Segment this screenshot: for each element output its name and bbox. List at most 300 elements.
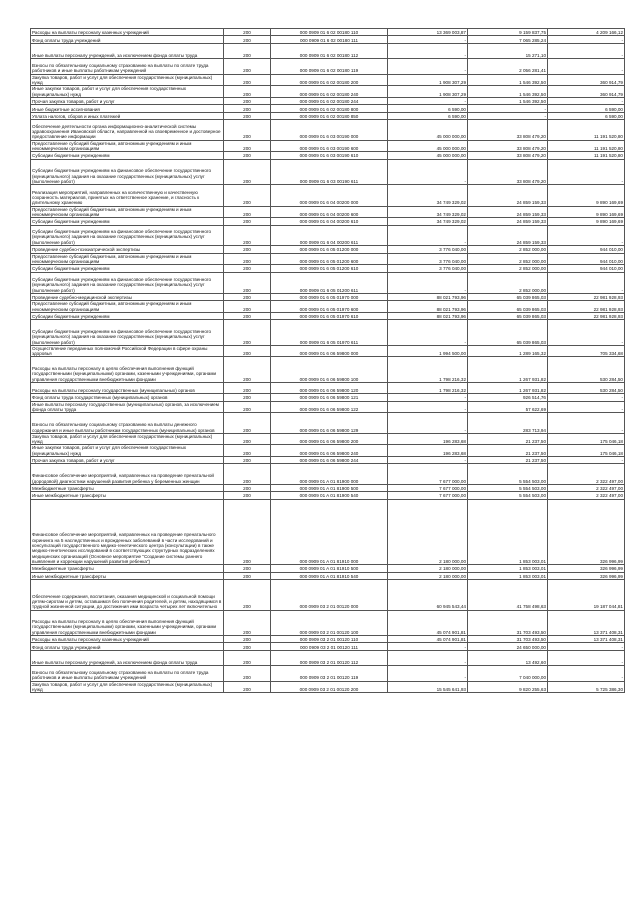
- row-approved-cell: 88 021 793,96: [388, 301, 468, 313]
- row-approved-cell: 88 021 793,96: [388, 293, 468, 300]
- row-approved-cell: 1 908 307,29: [388, 86, 468, 98]
- row-classification-code-cell: 000 0909 01 6 06 59800 121: [271, 394, 388, 401]
- row-executed-cell: 41 758 498,63: [468, 580, 548, 610]
- row-classification-code-cell: 000 0909 01 A 01 81900 000: [271, 464, 388, 484]
- row-executed-cell: 1 546 392,50: [468, 97, 548, 104]
- row-unexecuted-cell: 9 890 169,69: [548, 218, 625, 225]
- table-row: [31, 301, 625, 313]
- budget-report-sheet: [30, 28, 623, 693]
- row-unexecuted-cell: 530 284,50: [548, 357, 625, 382]
- table-row: [31, 345, 625, 357]
- table-row: [31, 382, 625, 393]
- row-name-cell: Проведение судебно-медицинской экспертизы: [31, 293, 224, 300]
- budget-execution-table: [30, 28, 625, 693]
- row-name-cell: Закупка товаров, работ и услуг для обеспечения государственных (муниципальных) нужд: [31, 74, 224, 86]
- row-classification-code-cell: 000 0909 01 A 01 81910 540: [271, 572, 388, 579]
- row-name-cell: Субсидии бюджетным учреждениям: [31, 218, 224, 225]
- table-row: [31, 97, 625, 104]
- table-row: [31, 413, 625, 433]
- row-name-cell: Расходы на выплаты персоналу казенных учреждений: [31, 29, 224, 36]
- row-unexecuted-cell: -: [548, 97, 625, 104]
- row-approved-cell: -: [388, 97, 468, 104]
- row-classification-code-cell: 000 0909 01 6 04 00200 611: [271, 225, 388, 245]
- row-code-cell: 200: [224, 253, 271, 265]
- row-classification-code-cell: 000 0909 01 6 05 01970 000: [271, 293, 388, 300]
- row-name-cell: Расходы на выплаты персоналу казенных учреждений: [31, 635, 224, 642]
- row-classification-code-cell: 000 0909 01 6 02 00180 200: [271, 74, 388, 86]
- row-executed-cell: 7 065 285,24: [468, 36, 548, 43]
- row-classification-code-cell: 000 0909 01 6 03 00190 611: [271, 159, 388, 184]
- row-approved-cell: 1 798 216,32: [388, 382, 468, 393]
- row-unexecuted-cell: -: [548, 272, 625, 293]
- row-name-cell: Осуществление переданных полномочий Российской Федерации в сфере охраны здоровья: [31, 345, 224, 357]
- row-code-cell: 200: [224, 105, 271, 112]
- row-classification-code-cell: 000 0909 01 6 02 00180 244: [271, 97, 388, 104]
- row-code-cell: 200: [224, 225, 271, 245]
- row-approved-cell: -: [388, 394, 468, 401]
- row-executed-cell: 1 267 931,82: [468, 357, 548, 382]
- row-unexecuted-cell: 175 046,18: [548, 445, 625, 457]
- table-row: [31, 394, 625, 401]
- row-executed-cell: 5 554 503,00: [468, 464, 548, 484]
- table-row: [31, 36, 625, 43]
- row-code-cell: 200: [224, 265, 271, 272]
- row-unexecuted-cell: 944 010,00: [548, 246, 625, 253]
- row-approved-cell: 2 180 000,00: [388, 565, 468, 572]
- table-row: [31, 140, 625, 152]
- row-unexecuted-cell: 9 890 169,69: [548, 206, 625, 218]
- row-unexecuted-cell: -: [548, 666, 625, 681]
- row-approved-cell: -: [388, 59, 468, 74]
- row-unexecuted-cell: 13 371 408,31: [548, 635, 625, 642]
- row-unexecuted-cell: -: [548, 457, 625, 464]
- table-row: [31, 681, 625, 693]
- row-executed-cell: 1 289 165,32: [468, 345, 548, 357]
- row-executed-cell: 2 852 000,00: [468, 265, 548, 272]
- row-approved-cell: -: [388, 457, 468, 464]
- row-unexecuted-cell: 22 981 928,93: [548, 313, 625, 320]
- row-unexecuted-cell: 11 191 520,80: [548, 152, 625, 159]
- table-row: [31, 666, 625, 681]
- table-body: [31, 29, 625, 693]
- row-unexecuted-cell: 6 590,00: [548, 105, 625, 112]
- row-classification-code-cell: 000 0909 01 6 05 01200 600: [271, 253, 388, 265]
- row-classification-code-cell: 000 0909 01 6 03 00190 000: [271, 120, 388, 140]
- row-classification-code-cell: 000 0909 01 6 02 00180 240: [271, 86, 388, 98]
- row-name-cell: Взносы по обязательному социальному страхованию на выплаты по оплате труда работников и иные выплаты работникам учреждений: [31, 666, 224, 681]
- row-classification-code-cell: 000 0909 01 6 05 01970 600: [271, 301, 388, 313]
- row-approved-cell: -: [388, 159, 468, 184]
- row-code-cell: 200: [224, 97, 271, 104]
- row-code-cell: 200: [224, 246, 271, 253]
- row-classification-code-cell: 000 0909 01 6 06 59800 122: [271, 401, 388, 413]
- row-approved-cell: -: [388, 272, 468, 293]
- row-executed-cell: 2 852 000,00: [468, 253, 548, 265]
- row-executed-cell: 24 859 159,33: [468, 225, 548, 245]
- row-executed-cell: 1 546 392,50: [468, 86, 548, 98]
- row-approved-cell: 1 798 216,32: [388, 357, 468, 382]
- row-executed-cell: -: [468, 112, 548, 119]
- row-executed-cell: 2 056 281,41: [468, 59, 548, 74]
- row-executed-cell: 33 808 479,20: [468, 140, 548, 152]
- row-classification-code-cell: 000 0909 01 6 05 01970 610: [271, 313, 388, 320]
- row-classification-code-cell: 000 0909 01 6 06 59800 100: [271, 357, 388, 382]
- row-classification-code-cell: 000 0909 01 6 06 59800 000: [271, 345, 388, 357]
- row-code-cell: 200: [224, 86, 271, 98]
- row-name-cell: Межбюджетные трансферты: [31, 565, 224, 572]
- row-unexecuted-cell: -: [548, 36, 625, 43]
- row-code-cell: 200: [224, 484, 271, 491]
- row-unexecuted-cell: 2 322 497,00: [548, 484, 625, 491]
- row-name-cell: Закупка товаров, работ и услуг для обеспечения государственных (муниципальных) нужд: [31, 681, 224, 693]
- row-executed-cell: 21 237,50: [468, 445, 548, 457]
- row-name-cell: Иные межбюджетные трансферты: [31, 572, 224, 579]
- row-approved-cell: 45 000 000,00: [388, 120, 468, 140]
- row-executed-cell: 9 159 837,75: [468, 29, 548, 36]
- row-executed-cell: 9 820 255,63: [468, 681, 548, 693]
- row-unexecuted-cell: 13 371 408,31: [548, 610, 625, 635]
- row-code-cell: 200: [224, 357, 271, 382]
- row-executed-cell: 65 039 865,03: [468, 320, 548, 345]
- table-row: [31, 86, 625, 98]
- row-executed-cell: 1 853 003,01: [468, 572, 548, 579]
- row-code-cell: 200: [224, 74, 271, 86]
- row-name-cell: Проведение судебно-психиатрической экспертизы: [31, 246, 224, 253]
- row-unexecuted-cell: 705 334,68: [548, 345, 625, 357]
- row-approved-cell: 60 945 543,44: [388, 580, 468, 610]
- row-name-cell: Обеспечение деятельности органа информационно-аналитической системы здравоохранения Ивановской области, направленной на своевременное и достоверное предоставление информации: [31, 120, 224, 140]
- row-code-cell: 200: [224, 666, 271, 681]
- row-code-cell: 200: [224, 457, 271, 464]
- table-row: [31, 152, 625, 159]
- row-name-cell: Реализация мероприятий, направленных на количественную и качественную сохранность материалов, принятых на ответственное хранение, и гласность к длительному хранению: [31, 185, 224, 206]
- table-row: [31, 246, 625, 253]
- row-code-cell: 200: [224, 610, 271, 635]
- row-approved-cell: 7 677 000,00: [388, 484, 468, 491]
- row-approved-cell: 6 590,00: [388, 105, 468, 112]
- table-row: [31, 265, 625, 272]
- row-code-cell: 200: [224, 635, 271, 642]
- row-name-cell: Предоставление субсидий бюджетным, автономным учреждениям и иным некоммерческим организациям: [31, 253, 224, 265]
- row-unexecuted-cell: -: [548, 643, 625, 650]
- row-approved-cell: 45 074 901,81: [388, 610, 468, 635]
- row-approved-cell: -: [388, 650, 468, 665]
- row-approved-cell: -: [388, 413, 468, 433]
- table-row: [31, 206, 625, 218]
- row-approved-cell: 1 908 307,29: [388, 74, 468, 86]
- row-name-cell: Финансовое обеспечение мероприятий, направленных на проведение пренатальной (дородовой) диагностики нарушений развития ребенка у беременных женщин: [31, 464, 224, 484]
- table-row: [31, 643, 625, 650]
- row-name-cell: Предоставление субсидий бюджетным, автономным учреждениям и иным некоммерческим организациям: [31, 206, 224, 218]
- row-executed-cell: 57 622,69: [468, 401, 548, 413]
- row-code-cell: 200: [224, 36, 271, 43]
- row-unexecuted-cell: 19 187 044,81: [548, 580, 625, 610]
- row-approved-cell: -: [388, 643, 468, 650]
- row-executed-cell: 7 040 000,00: [468, 666, 548, 681]
- row-classification-code-cell: 000 0909 03 2 01 00120 112: [271, 650, 388, 665]
- row-unexecuted-cell: -: [548, 225, 625, 245]
- row-code-cell: 200: [224, 681, 271, 693]
- row-executed-cell: 2 852 000,00: [468, 272, 548, 293]
- row-classification-code-cell: 000 0909 01 6 06 59800 244: [271, 457, 388, 464]
- row-approved-cell: -: [388, 320, 468, 345]
- row-unexecuted-cell: 360 914,79: [548, 74, 625, 86]
- table-row: [31, 313, 625, 320]
- row-executed-cell: 21 237,50: [468, 433, 548, 445]
- row-approved-cell: -: [388, 401, 468, 413]
- row-classification-code-cell: 000 0909 01 6 04 00200 000: [271, 185, 388, 206]
- table-row: [31, 457, 625, 464]
- table-row: [31, 43, 625, 58]
- row-code-cell: 200: [224, 572, 271, 579]
- table-row: [31, 401, 625, 413]
- row-name-cell: Взносы по обязательному социальному страхованию на выплаты по оплате труда работников и иные выплаты работникам учреждений: [31, 59, 224, 74]
- row-unexecuted-cell: -: [548, 413, 625, 433]
- row-executed-cell: 24 859 159,33: [468, 218, 548, 225]
- row-classification-code-cell: 000 0909 01 6 05 01970 611: [271, 320, 388, 345]
- row-executed-cell: 24 859 159,33: [468, 185, 548, 206]
- row-approved-cell: 3 776 040,00: [388, 265, 468, 272]
- table-row: [31, 580, 625, 610]
- row-name-cell: Субсидии бюджетным учреждениям на финансовое обеспечение государственного (муниципального) задания на оказание государственных (муниципальных) услуг (выполнение работ): [31, 272, 224, 293]
- row-classification-code-cell: 000 0909 01 6 04 00200 610: [271, 218, 388, 225]
- row-unexecuted-cell: 326 996,99: [548, 565, 625, 572]
- row-name-cell: Субсидии бюджетным учреждениям на финансовое обеспечение государственного (муниципального) задания на оказание государственных (муниципальных) услуг (выполнение работ): [31, 320, 224, 345]
- row-classification-code-cell: 000 0909 01 6 02 00180 119: [271, 59, 388, 74]
- row-name-cell: Расходы на выплаты персоналу государственных (муниципальных) органов: [31, 382, 224, 393]
- table-row: [31, 320, 625, 345]
- row-unexecuted-cell: 360 914,79: [548, 86, 625, 98]
- row-classification-code-cell: 000 0909 01 6 06 59800 200: [271, 433, 388, 445]
- row-approved-cell: 45 000 000,00: [388, 152, 468, 159]
- row-unexecuted-cell: 2 322 497,00: [548, 464, 625, 484]
- row-unexecuted-cell: 6 590,00: [548, 112, 625, 119]
- row-name-cell: Иные выплаты персоналу учреждений, за исключением фонда оплаты труда: [31, 43, 224, 58]
- row-code-cell: 200: [224, 59, 271, 74]
- row-approved-cell: 88 021 793,96: [388, 313, 468, 320]
- row-name-cell: Расходы на выплаты персоналу в целях обеспечения выполнения функций государственными (муниципальными) органами, казенными учреждениями, органами управления государственными внебюджетными фондами: [31, 357, 224, 382]
- row-approved-cell: -: [388, 36, 468, 43]
- table-row: [31, 499, 625, 564]
- row-approved-cell: 6 590,00: [388, 112, 468, 119]
- row-approved-cell: -: [388, 43, 468, 58]
- row-approved-cell: 13 369 003,87: [388, 29, 468, 36]
- row-unexecuted-cell: 5 725 386,30: [548, 681, 625, 693]
- row-classification-code-cell: 000 0909 03 2 01 00120 111: [271, 643, 388, 650]
- table-row: [31, 635, 625, 642]
- row-executed-cell: 5 554 503,00: [468, 484, 548, 491]
- row-classification-code-cell: 000 0909 01 A 01 81910 000: [271, 499, 388, 564]
- table-row: [31, 445, 625, 457]
- row-approved-cell: 45 000 000,00: [388, 140, 468, 152]
- row-code-cell: 200: [224, 313, 271, 320]
- row-code-cell: 200: [224, 464, 271, 484]
- row-code-cell: 200: [224, 401, 271, 413]
- row-code-cell: 200: [224, 112, 271, 119]
- table-row: [31, 112, 625, 119]
- row-name-cell: Субсидии бюджетным учреждениям: [31, 152, 224, 159]
- row-executed-cell: 15 271,10: [468, 43, 548, 58]
- row-code-cell: 200: [224, 185, 271, 206]
- row-unexecuted-cell: 944 010,00: [548, 265, 625, 272]
- row-executed-cell: 31 703 493,50: [468, 610, 548, 635]
- row-classification-code-cell: 000 0909 01 6 03 00190 600: [271, 140, 388, 152]
- row-unexecuted-cell: -: [548, 401, 625, 413]
- row-name-cell: Иные бюджетные ассигнования: [31, 105, 224, 112]
- row-unexecuted-cell: -: [548, 59, 625, 74]
- row-unexecuted-cell: 11 191 520,80: [548, 140, 625, 152]
- table-row: [31, 105, 625, 112]
- row-code-cell: 200: [224, 320, 271, 345]
- row-unexecuted-cell: -: [548, 159, 625, 184]
- row-approved-cell: -: [388, 666, 468, 681]
- row-executed-cell: 1 267 931,82: [468, 382, 548, 393]
- row-code-cell: 200: [224, 580, 271, 610]
- row-executed-cell: 31 703 493,50: [468, 635, 548, 642]
- row-code-cell: 200: [224, 492, 271, 499]
- row-name-cell: Прочая закупка товаров, работ и услуг: [31, 97, 224, 104]
- row-name-cell: Иные межбюджетные трансферты: [31, 492, 224, 499]
- row-approved-cell: 2 180 000,00: [388, 499, 468, 564]
- row-code-cell: 200: [224, 218, 271, 225]
- row-name-cell: Уплата налогов, сборов и иных платежей: [31, 112, 224, 119]
- row-classification-code-cell: 000 0909 03 2 01 00120 000: [271, 580, 388, 610]
- row-code-cell: 200: [224, 140, 271, 152]
- row-classification-code-cell: 000 0909 03 2 01 00120 100: [271, 610, 388, 635]
- row-name-cell: Прочая закупка товаров, работ и услуг: [31, 457, 224, 464]
- row-executed-cell: 65 039 865,03: [468, 293, 548, 300]
- table-row: [31, 185, 625, 206]
- row-code-cell: 200: [224, 445, 271, 457]
- row-unexecuted-cell: -: [548, 320, 625, 345]
- row-name-cell: Фонд оплаты труда учреждений: [31, 36, 224, 43]
- row-classification-code-cell: 000 0909 01 A 01 81910 500: [271, 565, 388, 572]
- row-code-cell: 200: [224, 293, 271, 300]
- table-row: [31, 59, 625, 74]
- row-executed-cell: 283 713,94: [468, 413, 548, 433]
- table-row: [31, 253, 625, 265]
- row-code-cell: 200: [224, 206, 271, 218]
- row-unexecuted-cell: 175 046,18: [548, 433, 625, 445]
- row-classification-code-cell: 000 0909 01 A 01 81900 540: [271, 492, 388, 499]
- row-name-cell: Предоставление субсидий бюджетным, автономным учреждениям и иным некоммерческим организациям: [31, 301, 224, 313]
- row-name-cell: Расходы на выплаты персоналу в целях обеспечения выполнения функций государственными (муниципальными) органами, казенными учреждениями, органами управления государственными внебюджетными фондами: [31, 610, 224, 635]
- table-row: [31, 29, 625, 36]
- table-row: [31, 74, 625, 86]
- row-code-cell: 200: [224, 643, 271, 650]
- row-approved-cell: 34 749 329,02: [388, 185, 468, 206]
- table-row: [31, 293, 625, 300]
- table-row: [31, 225, 625, 245]
- row-name-cell: Взносы по обязательному социальному страхованию на выплаты денежного содержания и иные выплаты работникам государственных (муниципальных) органов: [31, 413, 224, 433]
- row-name-cell: Субсидии бюджетным учреждениям на финансовое обеспечение государственного (муниципального) задания на оказание государственных (муниципальных) услуг (выполнение работ): [31, 225, 224, 245]
- row-name-cell: Обеспечение содержания, воспитания, оказания медицинской и социальной помощи детям-сиротам и детям, оставшимся без попечения родителей, и детям, находящимся в трудной жизненной ситуации, до достижения ими возраста четырех лет включительно: [31, 580, 224, 610]
- table-row: [31, 565, 625, 572]
- table-row: [31, 464, 625, 484]
- row-unexecuted-cell: -: [548, 394, 625, 401]
- row-unexecuted-cell: 11 191 520,80: [548, 120, 625, 140]
- row-executed-cell: 1 853 003,01: [468, 565, 548, 572]
- row-code-cell: 200: [224, 394, 271, 401]
- row-classification-code-cell: 000 0909 03 2 01 00120 200: [271, 681, 388, 693]
- row-name-cell: Фонд оплаты труда государственных (муниципальных) органов: [31, 394, 224, 401]
- row-unexecuted-cell: -: [548, 650, 625, 665]
- row-approved-cell: 7 677 000,00: [388, 492, 468, 499]
- row-classification-code-cell: 000 0909 03 2 01 00120 119: [271, 666, 388, 681]
- row-executed-cell: 24 859 159,33: [468, 206, 548, 218]
- row-unexecuted-cell: 530 284,50: [548, 382, 625, 393]
- row-unexecuted-cell: 22 981 928,93: [548, 301, 625, 313]
- row-unexecuted-cell: 944 010,00: [548, 253, 625, 265]
- row-unexecuted-cell: 326 996,99: [548, 499, 625, 564]
- row-classification-code-cell: 000 0909 01 6 06 59800 120: [271, 382, 388, 393]
- row-executed-cell: 65 039 865,03: [468, 313, 548, 320]
- row-executed-cell: 13 492,60: [468, 650, 548, 665]
- row-name-cell: Субсидии бюджетным учреждениям: [31, 313, 224, 320]
- row-name-cell: Закупка товаров, работ и услуг для обеспечения государственных (муниципальных) нужд: [31, 433, 224, 445]
- row-approved-cell: 2 180 000,00: [388, 572, 468, 579]
- row-name-cell: Иные выплаты персоналу государственных (муниципальных) органов, за исключением фонда оплаты труда: [31, 401, 224, 413]
- row-classification-code-cell: 000 0909 01 6 02 00180 110: [271, 29, 388, 36]
- row-code-cell: 200: [224, 29, 271, 36]
- row-approved-cell: 1 994 500,00: [388, 345, 468, 357]
- row-classification-code-cell: 000 0909 01 A 01 81900 500: [271, 484, 388, 491]
- row-classification-code-cell: 000 0909 01 6 04 00200 600: [271, 206, 388, 218]
- row-code-cell: 200: [224, 345, 271, 357]
- row-name-cell: Фонд оплаты труда учреждений: [31, 643, 224, 650]
- row-executed-cell: 1 546 392,50: [468, 74, 548, 86]
- row-code-cell: 200: [224, 152, 271, 159]
- row-approved-cell: 196 283,68: [388, 445, 468, 457]
- row-approved-cell: 34 749 329,02: [388, 206, 468, 218]
- row-code-cell: 200: [224, 272, 271, 293]
- row-executed-cell: 21 237,50: [468, 457, 548, 464]
- row-classification-code-cell: 000 0909 01 6 05 01200 000: [271, 246, 388, 253]
- row-code-cell: 200: [224, 499, 271, 564]
- table-row: [31, 120, 625, 140]
- row-name-cell: Предоставление субсидий бюджетным, автономным учреждениям и иным некоммерческим организациям: [31, 140, 224, 152]
- row-executed-cell: 65 039 865,03: [468, 301, 548, 313]
- row-code-cell: 200: [224, 301, 271, 313]
- row-classification-code-cell: 000 0909 01 6 02 00180 850: [271, 112, 388, 119]
- row-approved-cell: 45 074 901,81: [388, 635, 468, 642]
- row-classification-code-cell: 000 0909 01 6 06 59800 129: [271, 413, 388, 433]
- row-executed-cell: 24 650 000,00: [468, 643, 548, 650]
- table-row: [31, 218, 625, 225]
- row-code-cell: 200: [224, 650, 271, 665]
- row-unexecuted-cell: -: [548, 43, 625, 58]
- table-row: [31, 272, 625, 293]
- row-approved-cell: 15 545 641,93: [388, 681, 468, 693]
- row-executed-cell: 33 808 479,20: [468, 159, 548, 184]
- row-classification-code-cell: 000 0909 01 6 06 59800 240: [271, 445, 388, 457]
- table-row: [31, 159, 625, 184]
- row-approved-cell: 7 677 000,00: [388, 464, 468, 484]
- row-code-cell: 200: [224, 120, 271, 140]
- row-unexecuted-cell: 4 209 166,12: [548, 29, 625, 36]
- table-row: [31, 433, 625, 445]
- row-approved-cell: 196 283,68: [388, 433, 468, 445]
- row-name-cell: Субсидии бюджетным учреждениям: [31, 265, 224, 272]
- row-code-cell: 200: [224, 159, 271, 184]
- row-code-cell: 200: [224, 565, 271, 572]
- row-name-cell: Межбюджетные трансферты: [31, 484, 224, 491]
- row-unexecuted-cell: 326 996,99: [548, 572, 625, 579]
- table-row: [31, 572, 625, 579]
- row-name-cell: Финансовое обеспечение мероприятий, направленных на проведение пренатального скрининга на 5 наследственных и врожденных заболеваний в части исследований и консультаций государственного медико-генетического центра (консультации) в также медико-генетических исследований в соответствующих структурных подразделениях медицинских организаций (Основное мероприятие "Создание системы раннего выявления и коррекции нарушений развития ребенка"): [31, 499, 224, 564]
- row-code-cell: 200: [224, 413, 271, 433]
- row-classification-code-cell: 000 0909 01 6 02 00180 112: [271, 43, 388, 58]
